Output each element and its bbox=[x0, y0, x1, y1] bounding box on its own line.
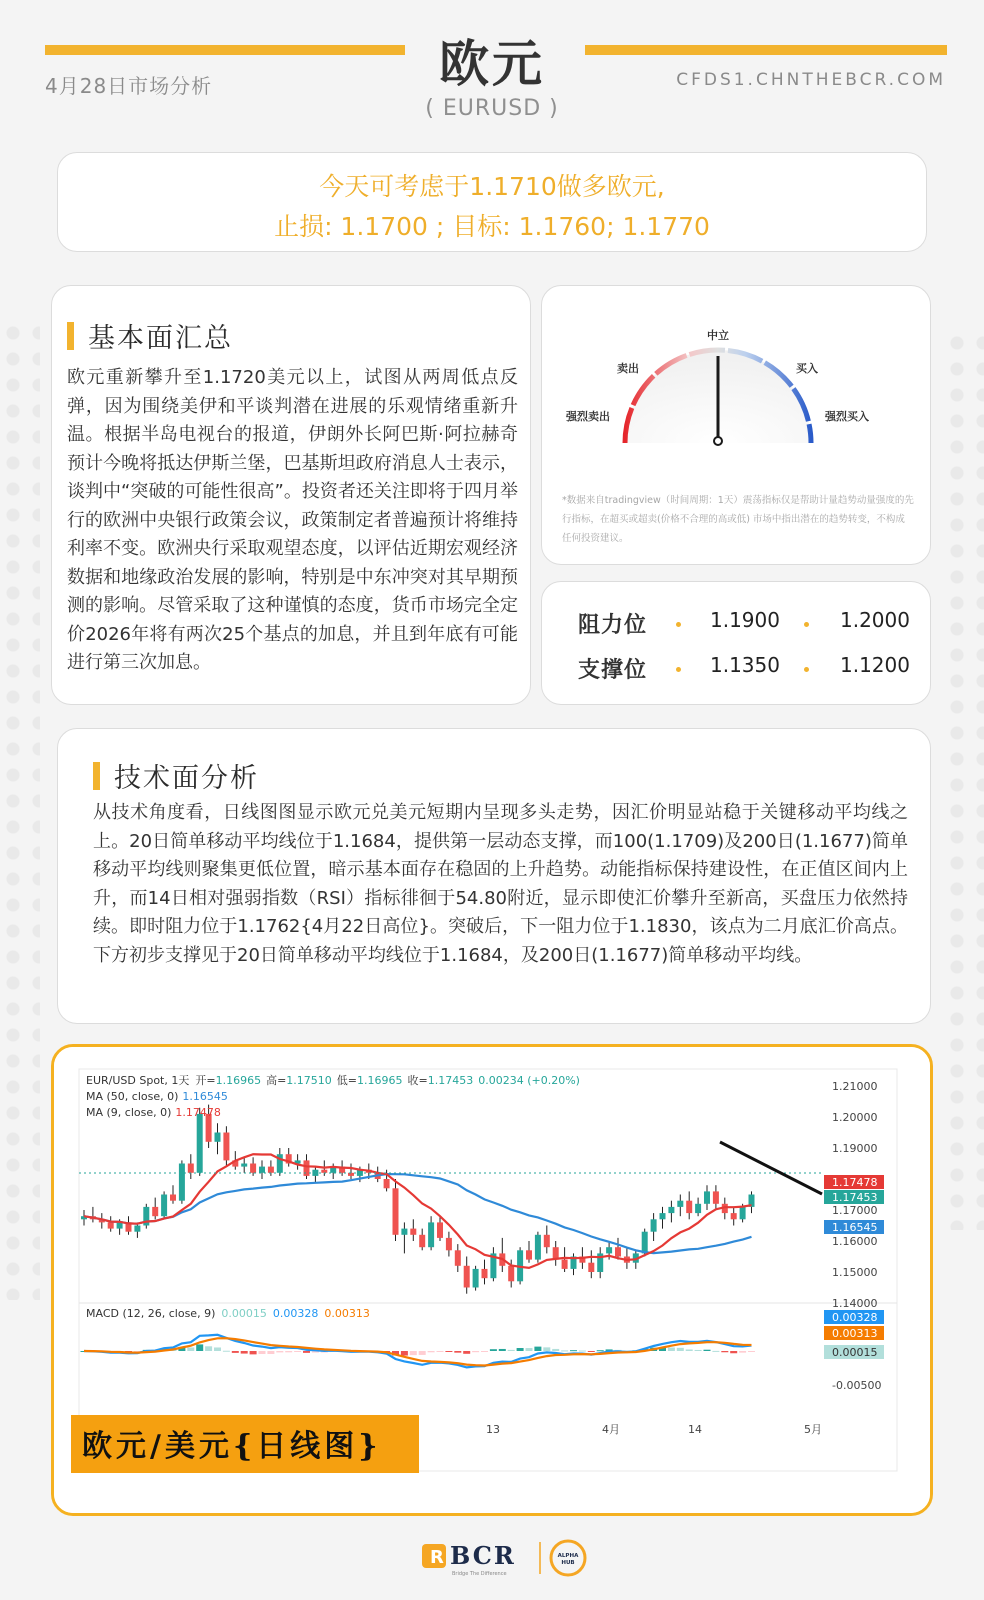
macd-bar bbox=[534, 1347, 541, 1351]
candle-body bbox=[170, 1195, 176, 1201]
macd-bar bbox=[241, 1351, 248, 1354]
bullet-dot bbox=[804, 667, 809, 672]
candle-body bbox=[482, 1269, 488, 1278]
macd-bar bbox=[721, 1351, 728, 1352]
tag-ma50-text: 1.16545 bbox=[832, 1221, 878, 1234]
time-tick: 14 bbox=[688, 1423, 702, 1436]
alpha-hub-logo-text: ALPHA bbox=[557, 1553, 579, 1559]
candle-body bbox=[713, 1191, 719, 1203]
candle-body bbox=[606, 1247, 612, 1253]
candle-body bbox=[419, 1235, 425, 1247]
macd-bar bbox=[508, 1350, 515, 1351]
heading-accent-bar bbox=[67, 322, 74, 350]
alpha-hub-logo-text: HUB bbox=[561, 1560, 575, 1566]
candle-body bbox=[615, 1247, 621, 1256]
legend-symbol: EUR/USD Spot, 1天 开=1.16965 高=1.17510 低=1.16965 收=1.17453 0.00234 (+0.20%) bbox=[86, 1074, 580, 1087]
price-tick: 1.15000 bbox=[832, 1266, 878, 1279]
macd-bar bbox=[267, 1351, 274, 1354]
gauge-label-sell: 卖出 bbox=[617, 362, 639, 375]
candle-body bbox=[535, 1235, 541, 1260]
macd-bar bbox=[232, 1351, 239, 1353]
site-link[interactable]: CFDS1.CHNTHEBCR.COM bbox=[676, 70, 946, 90]
bcr-logo-text: BCR bbox=[450, 1541, 516, 1570]
technical-title: 技术面分析 bbox=[114, 763, 259, 794]
price-tick: 1.19000 bbox=[832, 1142, 878, 1155]
macd-bar bbox=[712, 1351, 719, 1352]
macd-bar bbox=[730, 1351, 737, 1353]
technical-text: 从技术角度看，日线图图显示欧元兑美元短期内呈现多头走势，因汇价明显站稳于关键移动平均线之上。20日简单移动平均线位于1.1684，提供第一层动态支撑，而100(1.1709)及200日(1.1677)简单移动平均线则聚集更低位置，暗示基本面存在稳固的上升趋势。动能指标保持建设性，在正值区间内上升，而14日相对强弱指数（RSI）指标徘徊于54.80附近，显示即使汇价攀升至新高，买盘压力依然持续。即时阻力位于1.1762{4月22日高位}。突破后，下一阻力位于1.1830，该点为二月底汇价高点。下方初步支撑见于20日简单移动平均线位于1.1684，及200日(1.1677)简单移动平均线。 bbox=[93, 802, 908, 966]
candle-body bbox=[740, 1207, 746, 1219]
candle-body bbox=[695, 1204, 701, 1213]
macd-bar bbox=[187, 1347, 194, 1351]
tag-macd-text: 0.00328 bbox=[832, 1311, 878, 1324]
macd-bar bbox=[695, 1350, 702, 1351]
decor-dots-right bbox=[944, 330, 984, 1230]
price-tick: 1.17000 bbox=[832, 1204, 878, 1217]
price-tick: 1.14000 bbox=[832, 1297, 878, 1310]
macd-bar bbox=[419, 1351, 426, 1355]
macd-bar bbox=[463, 1351, 470, 1354]
recommendation-line-1: 今天可考虑于1.1710做多欧元, bbox=[319, 172, 665, 201]
macd-bar bbox=[517, 1348, 524, 1351]
macd-bar bbox=[205, 1346, 212, 1351]
gauge-disclaimer: *数据来自tradingview（时间周期：1天）震荡指标仅是帮助计量趋势动量强度的先行指标，在超买或超卖(价格不合理的高或低) 市场中指出潜在的趋势转变，不构成任何投资建议。 bbox=[562, 495, 914, 544]
candle-body bbox=[446, 1238, 452, 1250]
macd-bar bbox=[410, 1351, 417, 1355]
legend-ma9: MA (9, close, 0) 1.17478 bbox=[86, 1106, 221, 1119]
macd-bar bbox=[259, 1351, 266, 1354]
candle-body bbox=[588, 1263, 594, 1272]
candle-body bbox=[508, 1266, 514, 1282]
heading-accent-bar bbox=[93, 762, 100, 790]
levels-card bbox=[541, 581, 931, 705]
candle-body bbox=[660, 1213, 666, 1219]
macd-bar bbox=[499, 1349, 506, 1351]
fundamentals-text: 欧元重新攀升至1.1720美元以上，试图从两周低点反弹，因为围绕美伊和平谈判潜在进展的乐观情绪重新升温。根据半岛电视台的报道，伊朗外长阿巴斯·阿拉赫奇预计今晚将抵达伊斯兰堡，巴基斯坦政府消息人士表示，谈判中“突破的可能性很高”。投资者还关注即将于四月举行的欧洲中央银行政策会议，政策制定者普遍预计将维持利率不变。欧洲央行采取观望态度，以评估近期宏观经济数据和地缘政治发展的影响，特别是中东冲突对其早期预测的影响。尽管采取了这种谨慎的态度，货币市场完全定价2026年将有两次25个基点的加息，并且到年底有可能进行第三次加息。 bbox=[67, 367, 518, 673]
candle-body bbox=[704, 1191, 710, 1203]
macd-bar bbox=[294, 1351, 301, 1352]
fundamentals-title: 基本面汇总 bbox=[88, 323, 233, 354]
macd-bar bbox=[303, 1351, 310, 1353]
macd-bar bbox=[276, 1351, 283, 1352]
candle-body bbox=[428, 1222, 434, 1247]
price-tick: 1.21000 bbox=[832, 1080, 878, 1093]
macd-bar bbox=[677, 1348, 684, 1351]
resistance-1: 1.1900 bbox=[710, 608, 780, 632]
recommendation-card bbox=[57, 152, 927, 252]
macd-bar bbox=[223, 1351, 230, 1352]
macd-bar bbox=[445, 1351, 452, 1352]
macd-bar bbox=[739, 1351, 746, 1353]
page-title: 欧元 bbox=[439, 35, 545, 93]
candle-body bbox=[473, 1269, 479, 1288]
macd-bar bbox=[454, 1351, 461, 1353]
candle-body bbox=[393, 1188, 399, 1235]
candle-body bbox=[152, 1207, 158, 1216]
candle-body bbox=[410, 1229, 416, 1235]
footer bbox=[0, 1536, 984, 1580]
macd-bar bbox=[401, 1351, 408, 1356]
candle-body bbox=[562, 1260, 568, 1269]
macd-tick: -0.00500 bbox=[832, 1379, 882, 1392]
candle-body bbox=[686, 1201, 692, 1213]
candle-body bbox=[197, 1114, 203, 1173]
candle-body bbox=[651, 1219, 657, 1231]
candle-body bbox=[304, 1160, 310, 1176]
candle-body bbox=[241, 1164, 247, 1167]
candle-body bbox=[321, 1170, 327, 1173]
macd-bar bbox=[481, 1351, 488, 1352]
macd-bar bbox=[543, 1347, 550, 1351]
macd-bar bbox=[526, 1348, 533, 1351]
macd-bar bbox=[561, 1350, 568, 1351]
support-2: 1.1200 bbox=[840, 653, 910, 677]
time-tick: 4月 bbox=[602, 1423, 620, 1436]
price-chart bbox=[54, 1047, 930, 1513]
time-tick: 5月 bbox=[804, 1423, 822, 1436]
time-tick: 13 bbox=[486, 1423, 500, 1436]
macd-bar bbox=[668, 1348, 675, 1351]
candle-body bbox=[401, 1229, 407, 1235]
sentiment-gauge-card bbox=[541, 285, 931, 565]
gauge-dial bbox=[542, 286, 932, 486]
tag-signal-text: 0.00313 bbox=[832, 1327, 878, 1340]
candle-body bbox=[259, 1167, 265, 1173]
macd-bar bbox=[570, 1350, 577, 1351]
candle-body bbox=[117, 1222, 123, 1228]
candle-body bbox=[250, 1164, 256, 1173]
bcr-tagline: Bridge The Difference bbox=[452, 1571, 507, 1577]
macd-bar bbox=[579, 1351, 586, 1352]
gauge-pivot bbox=[714, 437, 722, 445]
resistance-row bbox=[578, 608, 908, 638]
candle-body bbox=[223, 1133, 229, 1161]
macd-bar bbox=[704, 1350, 711, 1351]
candle-body bbox=[134, 1226, 140, 1232]
bullet-dot bbox=[676, 622, 681, 627]
page-subtitle: ( EURUSD ) bbox=[425, 96, 559, 121]
bullet-dot bbox=[804, 622, 809, 627]
support-1: 1.1350 bbox=[710, 653, 780, 677]
price-tick: 1.16000 bbox=[832, 1235, 878, 1248]
macd-bar bbox=[196, 1344, 203, 1351]
bcr-logo bbox=[0, 1536, 984, 1580]
tag-ma9-text: 1.17478 bbox=[832, 1176, 878, 1189]
candle-body bbox=[437, 1222, 443, 1238]
price-tick: 1.20000 bbox=[832, 1111, 878, 1124]
candle-body bbox=[108, 1222, 114, 1228]
tag-close-text: 1.17453 bbox=[832, 1191, 878, 1204]
macd-bar bbox=[250, 1351, 257, 1354]
decor-dots-left bbox=[0, 320, 40, 1300]
fundamentals-heading bbox=[67, 316, 518, 355]
candle-body bbox=[677, 1201, 683, 1207]
gauge-label-strong-buy: 强烈买入 bbox=[825, 410, 869, 423]
candle-body bbox=[464, 1266, 470, 1288]
macd-bar bbox=[428, 1351, 435, 1352]
macd-bar bbox=[686, 1349, 693, 1351]
candle-body bbox=[215, 1133, 221, 1142]
macd-bar bbox=[285, 1351, 292, 1352]
bullet-dot bbox=[676, 667, 681, 672]
chart-caption: 欧元/美元{日线图} bbox=[82, 1429, 382, 1464]
candle-body bbox=[668, 1207, 674, 1213]
candle-body bbox=[161, 1195, 167, 1217]
gauge-label-strong-sell: 强烈卖出 bbox=[566, 410, 610, 423]
macd-bar bbox=[214, 1347, 221, 1351]
legend-ma50: MA (50, close, 0) 1.16545 bbox=[86, 1090, 228, 1103]
candle-body bbox=[544, 1235, 550, 1247]
technical-card bbox=[57, 728, 931, 1024]
candle-body bbox=[268, 1167, 274, 1173]
report-date: 4月28日市场分析 bbox=[45, 74, 213, 98]
macd-bar bbox=[552, 1349, 559, 1351]
macd-bar bbox=[748, 1351, 755, 1352]
fundamentals-card bbox=[51, 285, 531, 705]
resistance-2: 1.2000 bbox=[840, 608, 910, 632]
macd-bar bbox=[588, 1351, 595, 1352]
support-row bbox=[578, 653, 908, 683]
gauge-label-neutral: 中立 bbox=[707, 329, 729, 342]
candle-body bbox=[731, 1213, 737, 1219]
candle-body bbox=[526, 1250, 532, 1259]
candle-body bbox=[188, 1164, 194, 1173]
price-chart-card bbox=[51, 1044, 933, 1516]
macd-bar bbox=[472, 1351, 479, 1352]
macd-bar bbox=[490, 1349, 497, 1351]
bcr-logo-letter: R bbox=[430, 1547, 444, 1568]
candle-body bbox=[455, 1250, 461, 1266]
technical-heading bbox=[93, 756, 908, 795]
recommendation-line-2: 止损: 1.1700 ; 目标: 1.1760; 1.1770 bbox=[274, 212, 710, 241]
macd-bar bbox=[437, 1351, 444, 1352]
legend-macd: MACD (12, 26, close, 9) 0.00015 0.00328 0.00313 bbox=[86, 1307, 370, 1320]
tag-hist-text: 0.00015 bbox=[832, 1346, 878, 1359]
macd-bar bbox=[597, 1350, 604, 1351]
candle-body bbox=[384, 1179, 390, 1188]
candle-body bbox=[642, 1232, 648, 1254]
support-label: 支撑位 bbox=[578, 658, 648, 683]
gauge-label-buy: 买入 bbox=[796, 362, 818, 375]
candle-body bbox=[179, 1164, 185, 1201]
resistance-label: 阻力位 bbox=[578, 613, 648, 638]
